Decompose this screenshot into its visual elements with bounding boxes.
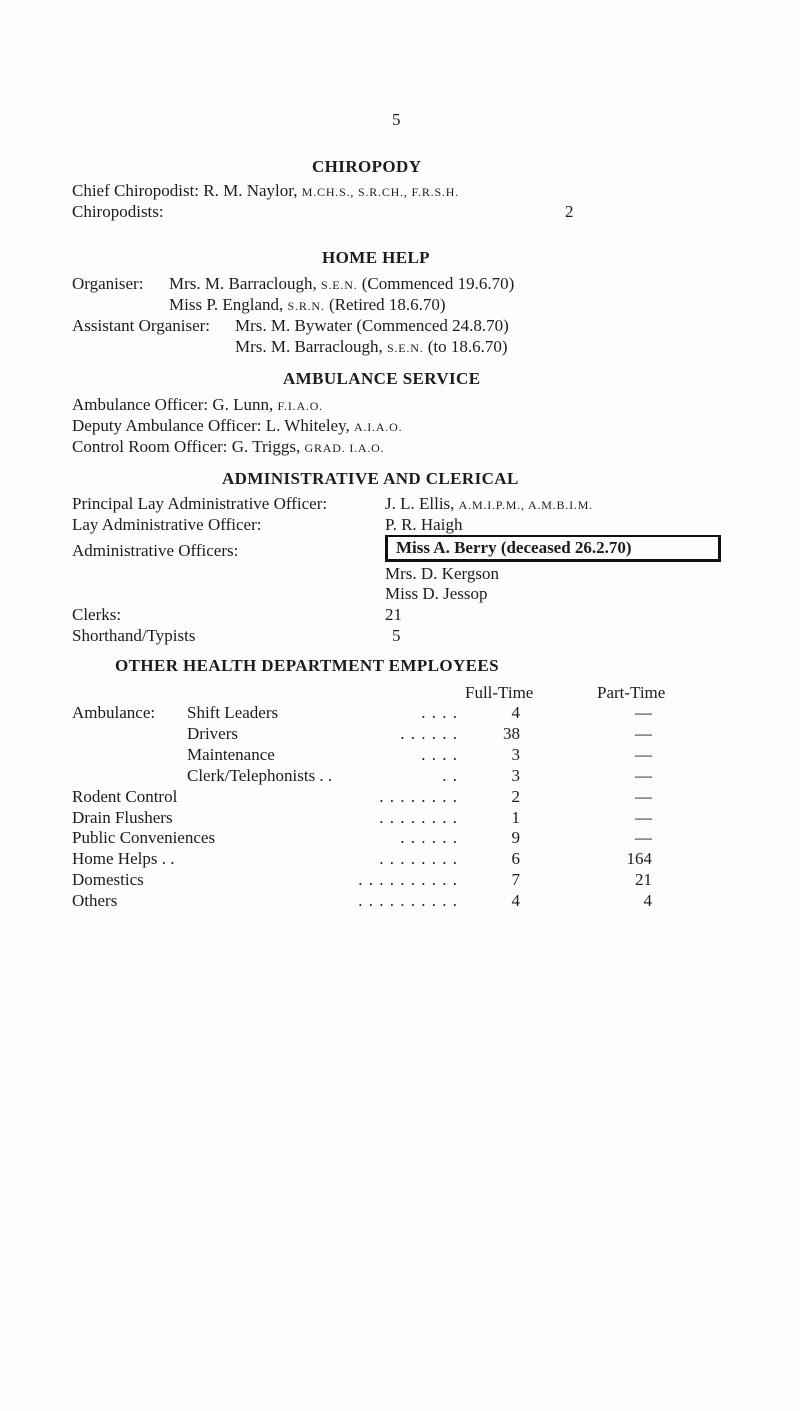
table-row-leader-dots: . . . . . .	[400, 828, 458, 848]
table-cell-full-time: 2	[511, 786, 520, 806]
table-row-leader-dots: . . . . . . . . . .	[358, 891, 458, 911]
table-row-leader-dots: . . . . . . . .	[379, 786, 458, 806]
assistant-organiser-1: Mrs. M. Bywater (Commenced 24.8.70)	[235, 316, 509, 335]
table-cell-full-time: 3	[511, 765, 520, 785]
table-cell-part-time: —	[635, 744, 652, 764]
table-cell-full-time: 1	[511, 807, 520, 827]
ambulance-service-heading: AMBULANCE SERVICE	[283, 369, 481, 388]
admin-officer-1-boxed: Miss A. Berry (deceased 26.2.70)	[385, 535, 721, 562]
table-cell-part-time: —	[635, 828, 652, 848]
table-cell-part-time: —	[635, 723, 652, 743]
table-cell-part-time: 21	[635, 870, 652, 890]
table-row-label: Rodent Control	[72, 786, 178, 806]
lay-officer-label: Lay Administrative Officer:	[72, 515, 262, 534]
typists-label: Shorthand/Typists	[72, 626, 196, 645]
table-row-label: Public Conveniences	[72, 828, 216, 848]
ambulance-group-label: Ambulance:	[72, 703, 156, 722]
table-cell-full-time: 9	[511, 828, 520, 848]
lay-officer-name: P. R. Haigh	[385, 515, 463, 534]
table-row-leader-dots: . . . . . . . .	[379, 849, 458, 869]
table-cell-part-time: —	[635, 703, 652, 722]
assistant-organiser-2: Mrs. M. Barraclough, S.E.N. (to 18.6.70)	[235, 337, 508, 356]
assistant-organiser-label: Assistant Organiser:	[72, 316, 211, 335]
table-row-leader-dots: . . . . . . . . . .	[358, 870, 458, 890]
table-row-label: Drain Flushers	[72, 807, 173, 827]
table-cell-part-time: —	[635, 786, 652, 806]
table-row-label: Domestics	[72, 870, 144, 890]
principal-officer-label: Principal Lay Administrative Officer:	[72, 494, 328, 513]
typists-count: 5	[392, 626, 401, 645]
organiser-2: Miss P. England, S.R.N. (Retired 18.6.70)	[169, 295, 446, 314]
table-row-leader-dots: . . . .	[421, 744, 458, 764]
table-cell-full-time: 3	[511, 744, 520, 764]
table-row-label: Clerk/Telephonists . .	[187, 765, 333, 785]
admin-officers-label: Administrative Officers:	[72, 541, 239, 560]
table-row-label: Home Helps . .	[72, 849, 175, 869]
organiser-1: Mrs. M. Barraclough, S.E.N. (Commenced 19.6.70)	[169, 274, 515, 293]
chief-chiropodist-quals: M.CH.S., S.R.CH., F.R.S.H.	[301, 185, 459, 199]
chiropody-heading: CHIROPODY	[312, 157, 422, 176]
control-room-officer-line: Control Room Officer: G. Triggs, GRAD. I.A.O.	[72, 437, 385, 456]
home-help-heading: HOME HELP	[322, 248, 430, 267]
table-row-label: Shift Leaders	[187, 703, 279, 722]
principal-officer-name: J. L. Ellis, A.M.I.P.M., A.M.B.I.M.	[385, 494, 593, 513]
table-cell-full-time: 6	[511, 849, 520, 869]
chief-chiropodist-line	[72, 181, 459, 201]
admin-officer-3: Miss D. Jessop	[385, 584, 488, 603]
table-cell-full-time: 4	[511, 891, 520, 911]
table-row-label: Others	[72, 891, 118, 911]
table-row-leader-dots: . . . .	[421, 703, 458, 722]
table-row-label: Drivers	[187, 723, 238, 743]
table-cell-part-time: 164	[626, 849, 652, 869]
table-cell-part-time: —	[635, 765, 652, 785]
chief-chiropodist-name: R. M. Naylor,	[203, 181, 298, 200]
chiropodists-label: Chiropodists:	[72, 202, 164, 221]
table-cell-part-time: —	[635, 807, 652, 827]
table-row-leader-dots: . .	[442, 765, 458, 785]
organiser-label: Organiser:	[72, 274, 144, 293]
clerks-count: 21	[385, 605, 402, 624]
table-cell-full-time: 4	[511, 703, 520, 722]
clerks-label: Clerks:	[72, 605, 122, 624]
ambulance-officer-line: Ambulance Officer: G. Lunn, F.I.A.O.	[72, 395, 323, 414]
table-cell-full-time: 38	[503, 723, 520, 743]
chiropodists-count: 2	[565, 202, 574, 221]
admin-clerical-heading: ADMINISTRATIVE AND CLERICAL	[222, 469, 519, 488]
table-cell-full-time: 7	[511, 870, 520, 890]
col-full-time: Full-Time	[465, 683, 534, 702]
other-employees-heading: OTHER HEALTH DEPARTMENT EMPLOYEES	[115, 656, 499, 675]
table-row-label: Maintenance	[187, 744, 275, 764]
table-cell-part-time: 4	[643, 891, 652, 911]
table-row-leader-dots: . . . . . . . .	[379, 807, 458, 827]
col-part-time: Part-Time	[597, 683, 666, 702]
admin-officer-2: Mrs. D. Kergson	[385, 564, 499, 583]
deputy-ambulance-officer-line: Deputy Ambulance Officer: L. Whiteley, A.I.A.O.	[72, 416, 403, 435]
chief-chiropodist-label: Chief Chiropodist:	[72, 181, 200, 200]
table-row-leader-dots: . . . . . .	[400, 723, 458, 743]
page-number: 5	[392, 110, 401, 129]
